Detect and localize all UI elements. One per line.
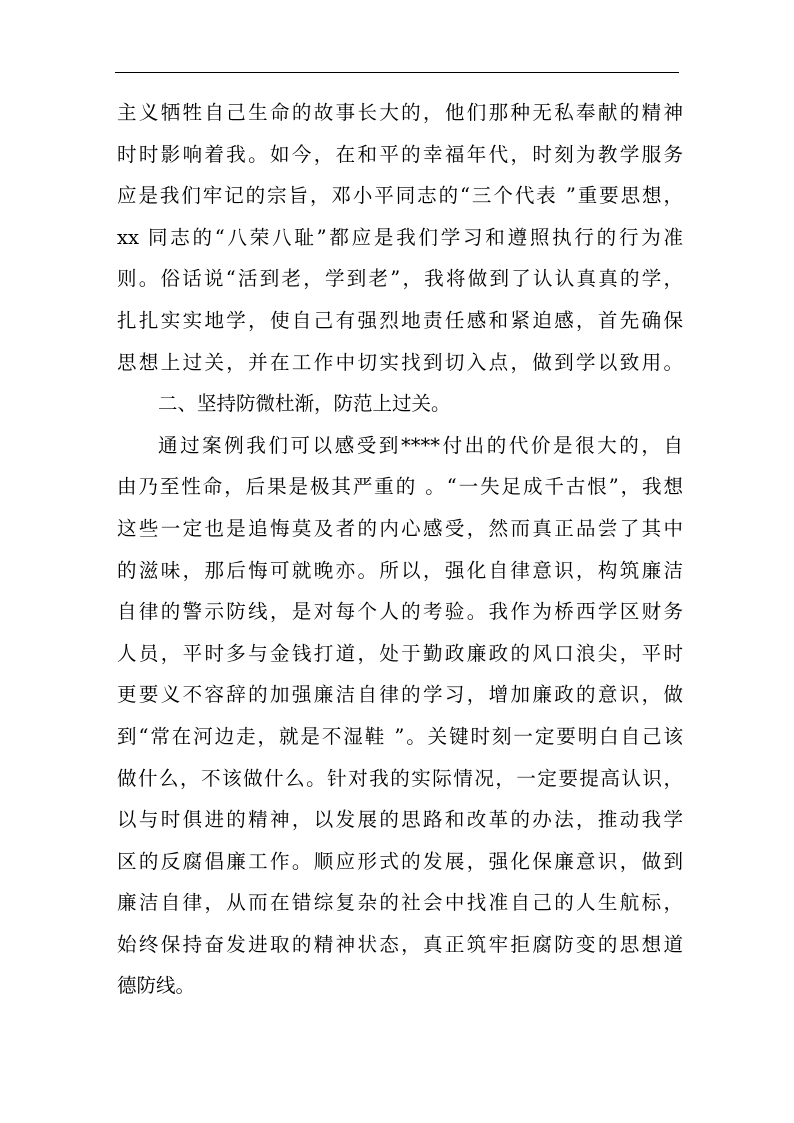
- text-line: 通过案例我们可以感受到****付出的代价是很大的，自: [158, 433, 683, 457]
- text-line: 德防线。: [117, 974, 196, 998]
- text-line: 始终保持奋发进取的精神状态，真正筑牢拒腐防变的思想道: [117, 932, 683, 956]
- text-line: 扎扎实实地学，使自己有强烈地责任感和紧迫感，首先确保: [117, 308, 683, 332]
- text-line: 这些一定也是追悔莫及者的内心感受，然而真正品尝了其中: [117, 516, 683, 540]
- body-text: [117, 92, 683, 1007]
- text-line: 主义牺牲自己生命的故事长大的，他们那种无私奉献的精神: [117, 101, 683, 124]
- text-line: 自律的警示防线，是对每个人的考验。我作为桥西学区财务: [117, 600, 683, 624]
- text-line: 以与时俱进的精神，以发展的思路和改革的办法，推动我学: [117, 808, 683, 832]
- text-line: 更要义不容辞的加强廉洁自律的学习，增加廉政的意识，做: [117, 683, 683, 707]
- text-line: 的滋味，那后悔可就晚亦。所以，强化自律意识，构筑廉洁: [117, 558, 683, 582]
- text-line: 思想上过关，并在工作中切实找到切入点，做到学以致用。: [117, 350, 683, 374]
- header-rule: [115, 72, 679, 73]
- text-line: 到“常在河边走，就是不湿鞋 ”。关键时刻一定要明白自己该: [117, 724, 683, 748]
- text-line: 时时影响着我。如今，在和平的幸福年代，时刻为教学服务: [117, 142, 683, 166]
- text-line: 做什么，不该做什么。针对我的实际情况，一定要提高认识，: [117, 766, 683, 790]
- section-heading: 二、坚持防微杜渐，防范上过关。: [158, 392, 451, 416]
- text-line: 应是我们牢记的宗旨，邓小平同志的“三个代表 ”重要思想，: [117, 184, 683, 208]
- text-line: 人员，平时多与金钱打道，处于勤政廉政的风口浪尖，平时: [117, 641, 683, 665]
- text-line: 则。俗话说“活到老，学到老”，我将做到了认认真真的学，: [117, 267, 683, 291]
- text-line: 区的反腐倡廉工作。顺应形式的发展，强化保廉意识，做到: [117, 849, 683, 873]
- text-line: 廉洁自律，从而在错综复杂的社会中找准自己的人生航标，: [117, 891, 683, 915]
- text-line: xx 同志的“八荣八耻”都应是我们学习和遵照执行的行为准: [117, 225, 683, 249]
- text-line: 由乃至性命，后果是极其严重的 。“一失足成千古恨”，我想: [117, 475, 683, 499]
